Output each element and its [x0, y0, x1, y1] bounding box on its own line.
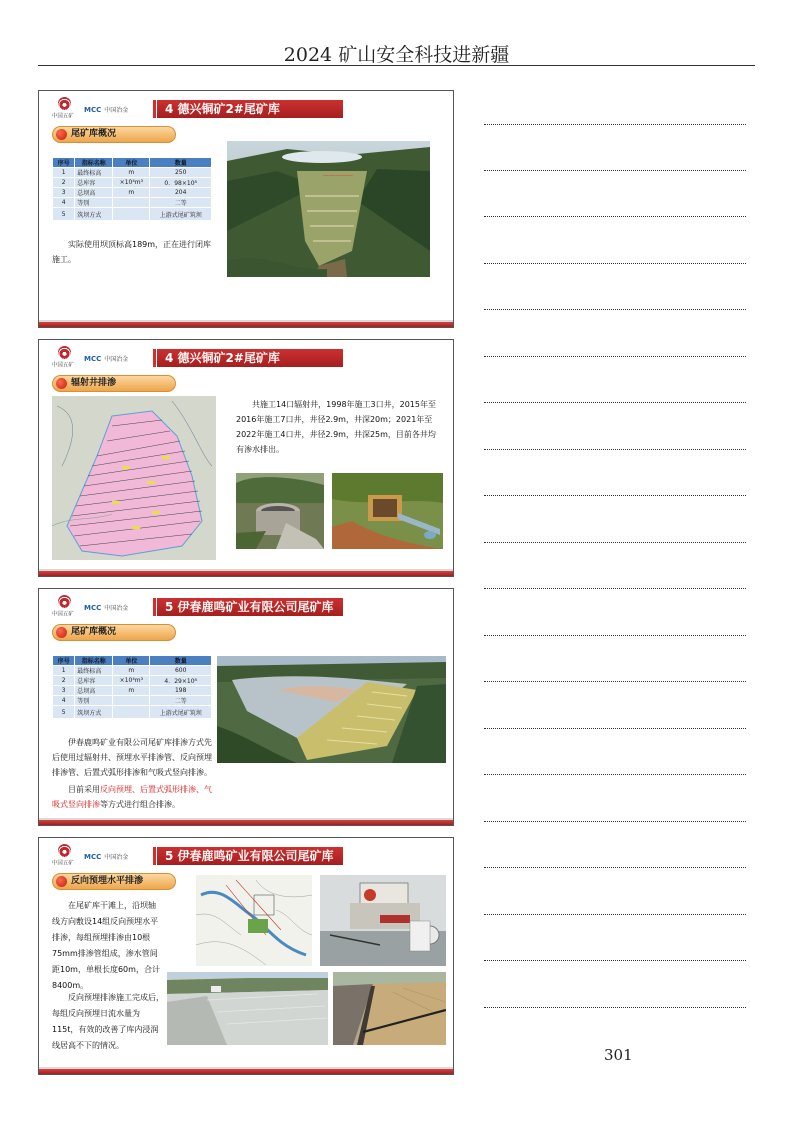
slide-text: 共施工14口辐射井，1998年施工3口井，2015年至2016年施工7口井，井径2.9m，井深20m；2021年至2022年施工4口井，井径2.9m，井深25m，目前各井均有渗水排出。 — [236, 400, 436, 454]
slide-4 — [38, 837, 454, 1075]
svg-text:—————: ————— — [323, 172, 353, 179]
note-line — [484, 124, 746, 125]
slide-title: 5 伊春鹿鸣矿业有限公司尾矿库 — [157, 598, 343, 616]
slide-3 — [38, 588, 454, 826]
note-line — [484, 867, 746, 868]
note-line — [484, 542, 746, 543]
note-line — [484, 821, 746, 822]
tailings-aerial-photo — [227, 141, 430, 277]
pipe-trench-photo — [333, 972, 446, 1045]
table-row: 3 总坝高 m 204 — [53, 188, 212, 198]
slide-footer-bar — [39, 569, 453, 576]
note-line — [484, 681, 746, 682]
parameter-table — [52, 655, 212, 719]
slide-title: 4 德兴铜矿2#尾矿库 — [157, 349, 343, 367]
note-line — [484, 449, 746, 450]
mcc-logo: MCC 中国冶金 — [84, 604, 129, 612]
parameter-table — [52, 157, 212, 221]
minmetals-logo: 中国五矿 — [52, 97, 78, 123]
bullet-icon — [56, 129, 67, 140]
note-line — [484, 402, 746, 403]
minmetals-logo: 中国五矿 — [52, 346, 78, 372]
table-row: 4 等别 二等 — [53, 696, 212, 706]
bullet-icon — [56, 876, 67, 887]
note-line — [484, 495, 746, 496]
table-row: 3 总坝高 m 198 — [53, 686, 212, 696]
radial-well-photo-1 — [236, 473, 324, 549]
document-title: 2024 矿山安全科技进新疆 — [283, 44, 510, 66]
note-line — [484, 588, 746, 589]
drilling-rig-photo — [320, 875, 446, 966]
table-row: 4 等别 二等 — [53, 198, 212, 208]
header-rule — [38, 65, 755, 66]
slide-2 — [38, 339, 454, 577]
table-header-row: 序号 指标名称 单位 数量 — [53, 656, 212, 666]
tailings-lake-aerial-photo — [217, 656, 446, 763]
section-tab: 尾矿库概况 — [52, 624, 176, 641]
section-tab: 反向预埋水平排渗 — [52, 873, 176, 890]
table-row: 5 筑坝方式 上游式尾矿筑坝 — [53, 706, 212, 719]
slide-text-2: 反向预埋排渗施工完成后，每组反向预埋日流水量为115t，有效的改善了库内浸润线居高不下的情况。 — [52, 993, 164, 1050]
mcc-logo: MCC 中国冶金 — [84, 853, 129, 861]
note-line — [484, 635, 746, 636]
radial-well-photo-2 — [332, 473, 443, 549]
table-header-row: 序号 指标名称 单位 数量 — [53, 158, 212, 168]
slide-1 — [38, 90, 454, 328]
table-row: 1 最终标高 m 250 — [53, 168, 212, 178]
logos — [52, 844, 142, 870]
logos — [52, 346, 142, 372]
note-line — [484, 914, 746, 915]
slide-text-2: 目前采用反向预埋、后置式弧形排渗、气吸式竖向排渗等方式进行组合排渗。 — [52, 785, 212, 809]
highlighted-methods: 反向预埋、后置式弧形排渗、气吸式竖向排渗 — [52, 785, 212, 809]
note-line — [484, 728, 746, 729]
tailings-beach-photo — [167, 972, 328, 1045]
slide-title: 5 伊春鹿鸣矿业有限公司尾矿库 — [157, 847, 343, 865]
slide-text-1: 在尾矿库干滩上，沿坝轴线方向敷设14组反向预埋水平排渗，每组预埋排渗由10根75mm排渗管组成，渗水管间距10m，单根长度60m，合计8400m。 — [52, 901, 160, 990]
section-tab: 尾矿库概况 — [52, 126, 176, 143]
table-row: 1 最终标高 m 600 — [53, 666, 212, 676]
slide-title: 4 德兴铜矿2#尾矿库 — [157, 100, 343, 118]
table-row: 5 筑坝方式 上游式尾矿筑坝 — [53, 208, 212, 221]
slide-footer-bar — [39, 818, 453, 825]
minmetals-logo: 中国五矿 — [52, 844, 78, 870]
slide-footer-bar — [39, 1067, 453, 1074]
mcc-logo: MCC 中国冶金 — [84, 355, 129, 363]
note-line — [484, 309, 746, 310]
table-row: 2 总库容 ×10⁴m³ 0．98×10⁸ — [53, 178, 212, 188]
slide-text: 实际使用坝顶标高189m，正在进行闭库施工。 — [52, 240, 212, 264]
slide-footer-bar — [39, 320, 453, 327]
note-line — [484, 216, 746, 217]
note-line — [484, 356, 746, 357]
table-row: 2 总库容 ×10⁴m³ 4．29×10⁸ — [53, 676, 212, 686]
slide-text-1: 伊春鹿鸣矿业有限公司尾矿库排渗方式先后使用过辐射井、预埋水平排渗管、反向预埋排渗管、后置式弧形排渗和气吸式竖向排渗。 — [52, 738, 212, 777]
section-tab: 辐射井排渗 — [52, 375, 176, 392]
bullet-icon — [56, 378, 67, 389]
mcc-logo: MCC 中国冶金 — [84, 106, 129, 114]
bullet-icon — [56, 627, 67, 638]
drainage-layout-drawing — [196, 875, 312, 966]
page-number: 301 — [604, 1046, 633, 1064]
note-line — [484, 960, 746, 961]
note-line — [484, 1007, 746, 1008]
note-line — [484, 263, 746, 264]
logos — [52, 97, 142, 123]
logos — [52, 595, 142, 621]
drainage-plan-drawing — [52, 396, 216, 560]
minmetals-logo: 中国五矿 — [52, 595, 78, 621]
note-line — [484, 774, 746, 775]
note-line — [484, 170, 746, 171]
